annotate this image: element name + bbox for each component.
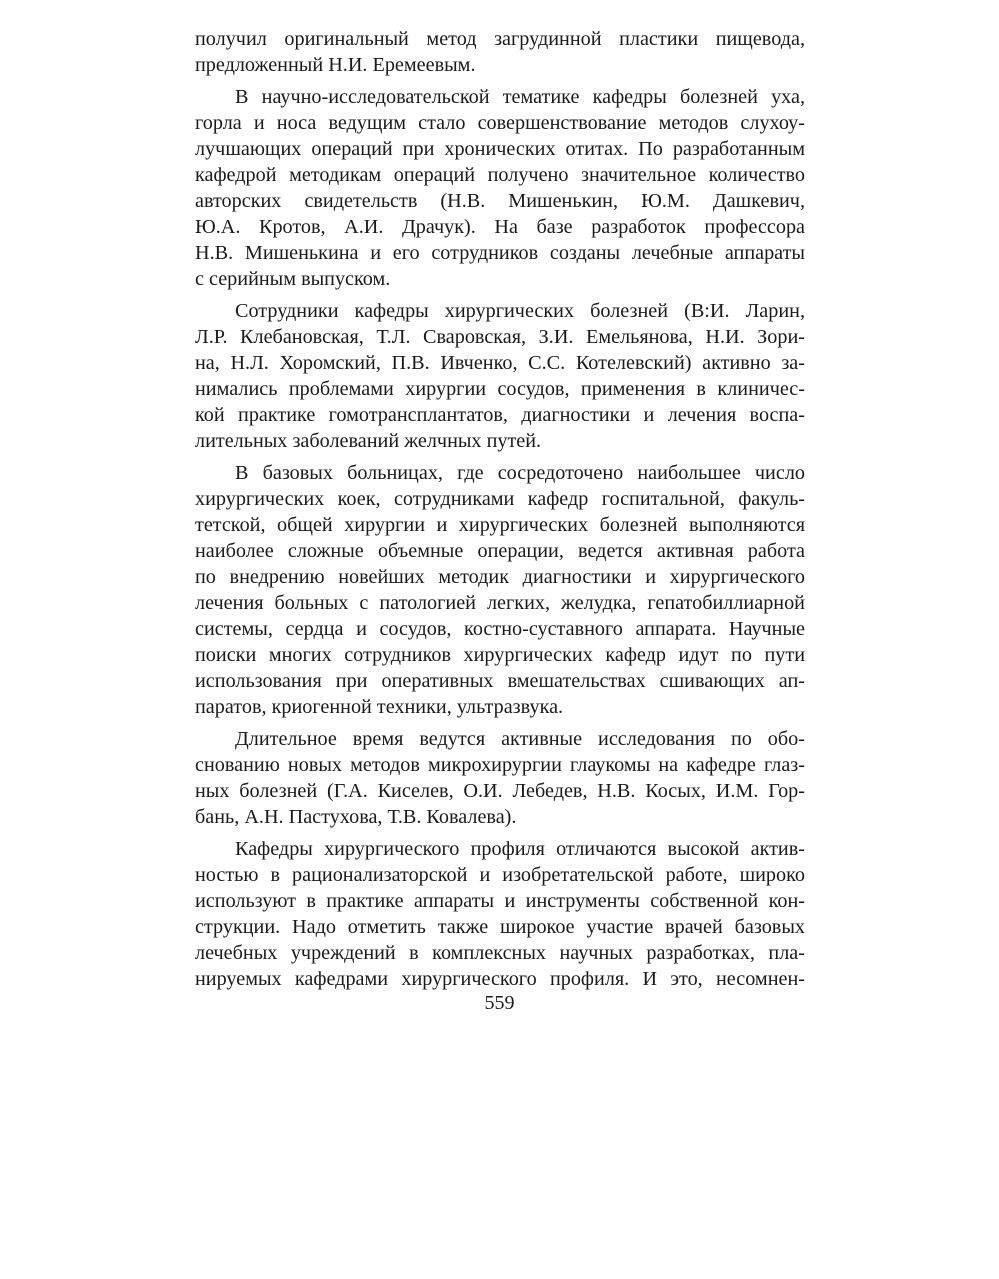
paragraph xyxy=(195,298,805,454)
text-line: Ю.А. Кротов, А.И. Драчук). На базе разработок профессора xyxy=(195,216,805,238)
text-line: ностью в рационализаторской и изобретательской работе, широко xyxy=(195,864,805,886)
text-line: лечения больных с патологией легких, желудка, гепатобиллиарной xyxy=(195,592,805,614)
paragraph xyxy=(195,836,805,992)
text-line: нимались проблемами хирургии сосудов, применения в клиничес- xyxy=(195,378,805,400)
text-line: наиболее сложные объемные операции, ведется активная работа xyxy=(195,540,805,562)
text-line: кой практике гомотрансплантатов, диагностики и лечения воспа- xyxy=(195,404,805,426)
text-line: используют в практике аппараты и инструменты собственной кон- xyxy=(195,890,805,912)
page-body xyxy=(195,26,805,998)
text-line: кафедрой методикам операций получено значительное количество xyxy=(195,164,805,186)
text-line: горла и носа ведущим стало совершенствование методов слухоу- xyxy=(195,112,805,134)
text-line: снованию новых методов микрохирургии глаукомы на кафедре глаз- xyxy=(195,754,805,776)
text-line: бань, А.Н. Пастухова, Т.В. Ковалева). xyxy=(195,806,517,828)
text-line: струкции. Надо отметить также широкое участие врачей базовых xyxy=(195,916,805,938)
paragraph xyxy=(195,84,805,292)
text-line: нируемых кафедрами хирургического профиля. И это, несомнен- xyxy=(195,968,805,990)
text-line: ных болезней (Г.А. Киселев, О.И. Лебедев, Н.В. Косых, И.М. Гор- xyxy=(195,780,805,802)
text-line: предложенный Н.И. Еремеевым. xyxy=(195,54,476,76)
text-line: по внедрению новейших методик диагностики и хирургического xyxy=(195,566,805,588)
text-line: паратов, криогенной техники, ультразвука. xyxy=(195,696,564,718)
text-line: на, Н.Л. Хоромский, П.В. Ивченко, С.С. Котелевский) активно за- xyxy=(195,352,805,374)
text-line: хирургических коек, сотрудниками кафедр госпитальной, факуль- xyxy=(195,488,805,510)
text-line: лучшающих операций при хронических отитах. По разработанным xyxy=(195,138,805,160)
text-line: поиски многих сотрудников хирургических кафедр идут по пути xyxy=(195,644,805,666)
text-line: с серийным выпуском. xyxy=(195,268,391,290)
text-line: Л.Р. Клебановская, Т.Л. Сваровская, З.И. Емельянова, Н.И. Зори- xyxy=(195,326,805,348)
text-line: В научно-исследовательской тематике кафедры болезней уха, xyxy=(235,86,805,108)
text-line: Сотрудники кафедры хирургических болезней (В:И. Ларин, xyxy=(235,300,805,322)
text-line: тетской, общей хирургии и хирургических болезней выполняются xyxy=(195,514,805,536)
paragraph xyxy=(195,726,805,830)
text-line: Длительное время ведутся активные исследования по обо- xyxy=(235,728,805,750)
page-number: 559 xyxy=(484,992,515,1014)
text-line: Н.В. Мишенькина и его сотрудников созданы лечебные аппараты xyxy=(195,242,805,264)
text-line: лечебных учреждений в комплексных научных разработках, пла- xyxy=(195,942,805,964)
paragraph xyxy=(195,26,805,78)
text-line: использования при оперативных вмешательствах сшивающих ап- xyxy=(195,670,805,692)
text-line: В базовых больницах, где сосредоточено наибольшее число xyxy=(235,462,805,484)
text-line: системы, сердца и сосудов, костно-суставного аппарата. Научные xyxy=(195,618,805,640)
text-line: Кафедры хирургического профиля отличаются высокой актив- xyxy=(235,838,805,860)
text-line: лительных заболеваний желчных путей. xyxy=(195,430,542,452)
text-line: получил оригинальный метод загрудинной пластики пищевода, xyxy=(195,28,805,50)
text-line: авторских свидетельств (Н.В. Мишенькин, Ю.М. Дашкевич, xyxy=(195,190,805,212)
paragraph xyxy=(195,460,805,720)
